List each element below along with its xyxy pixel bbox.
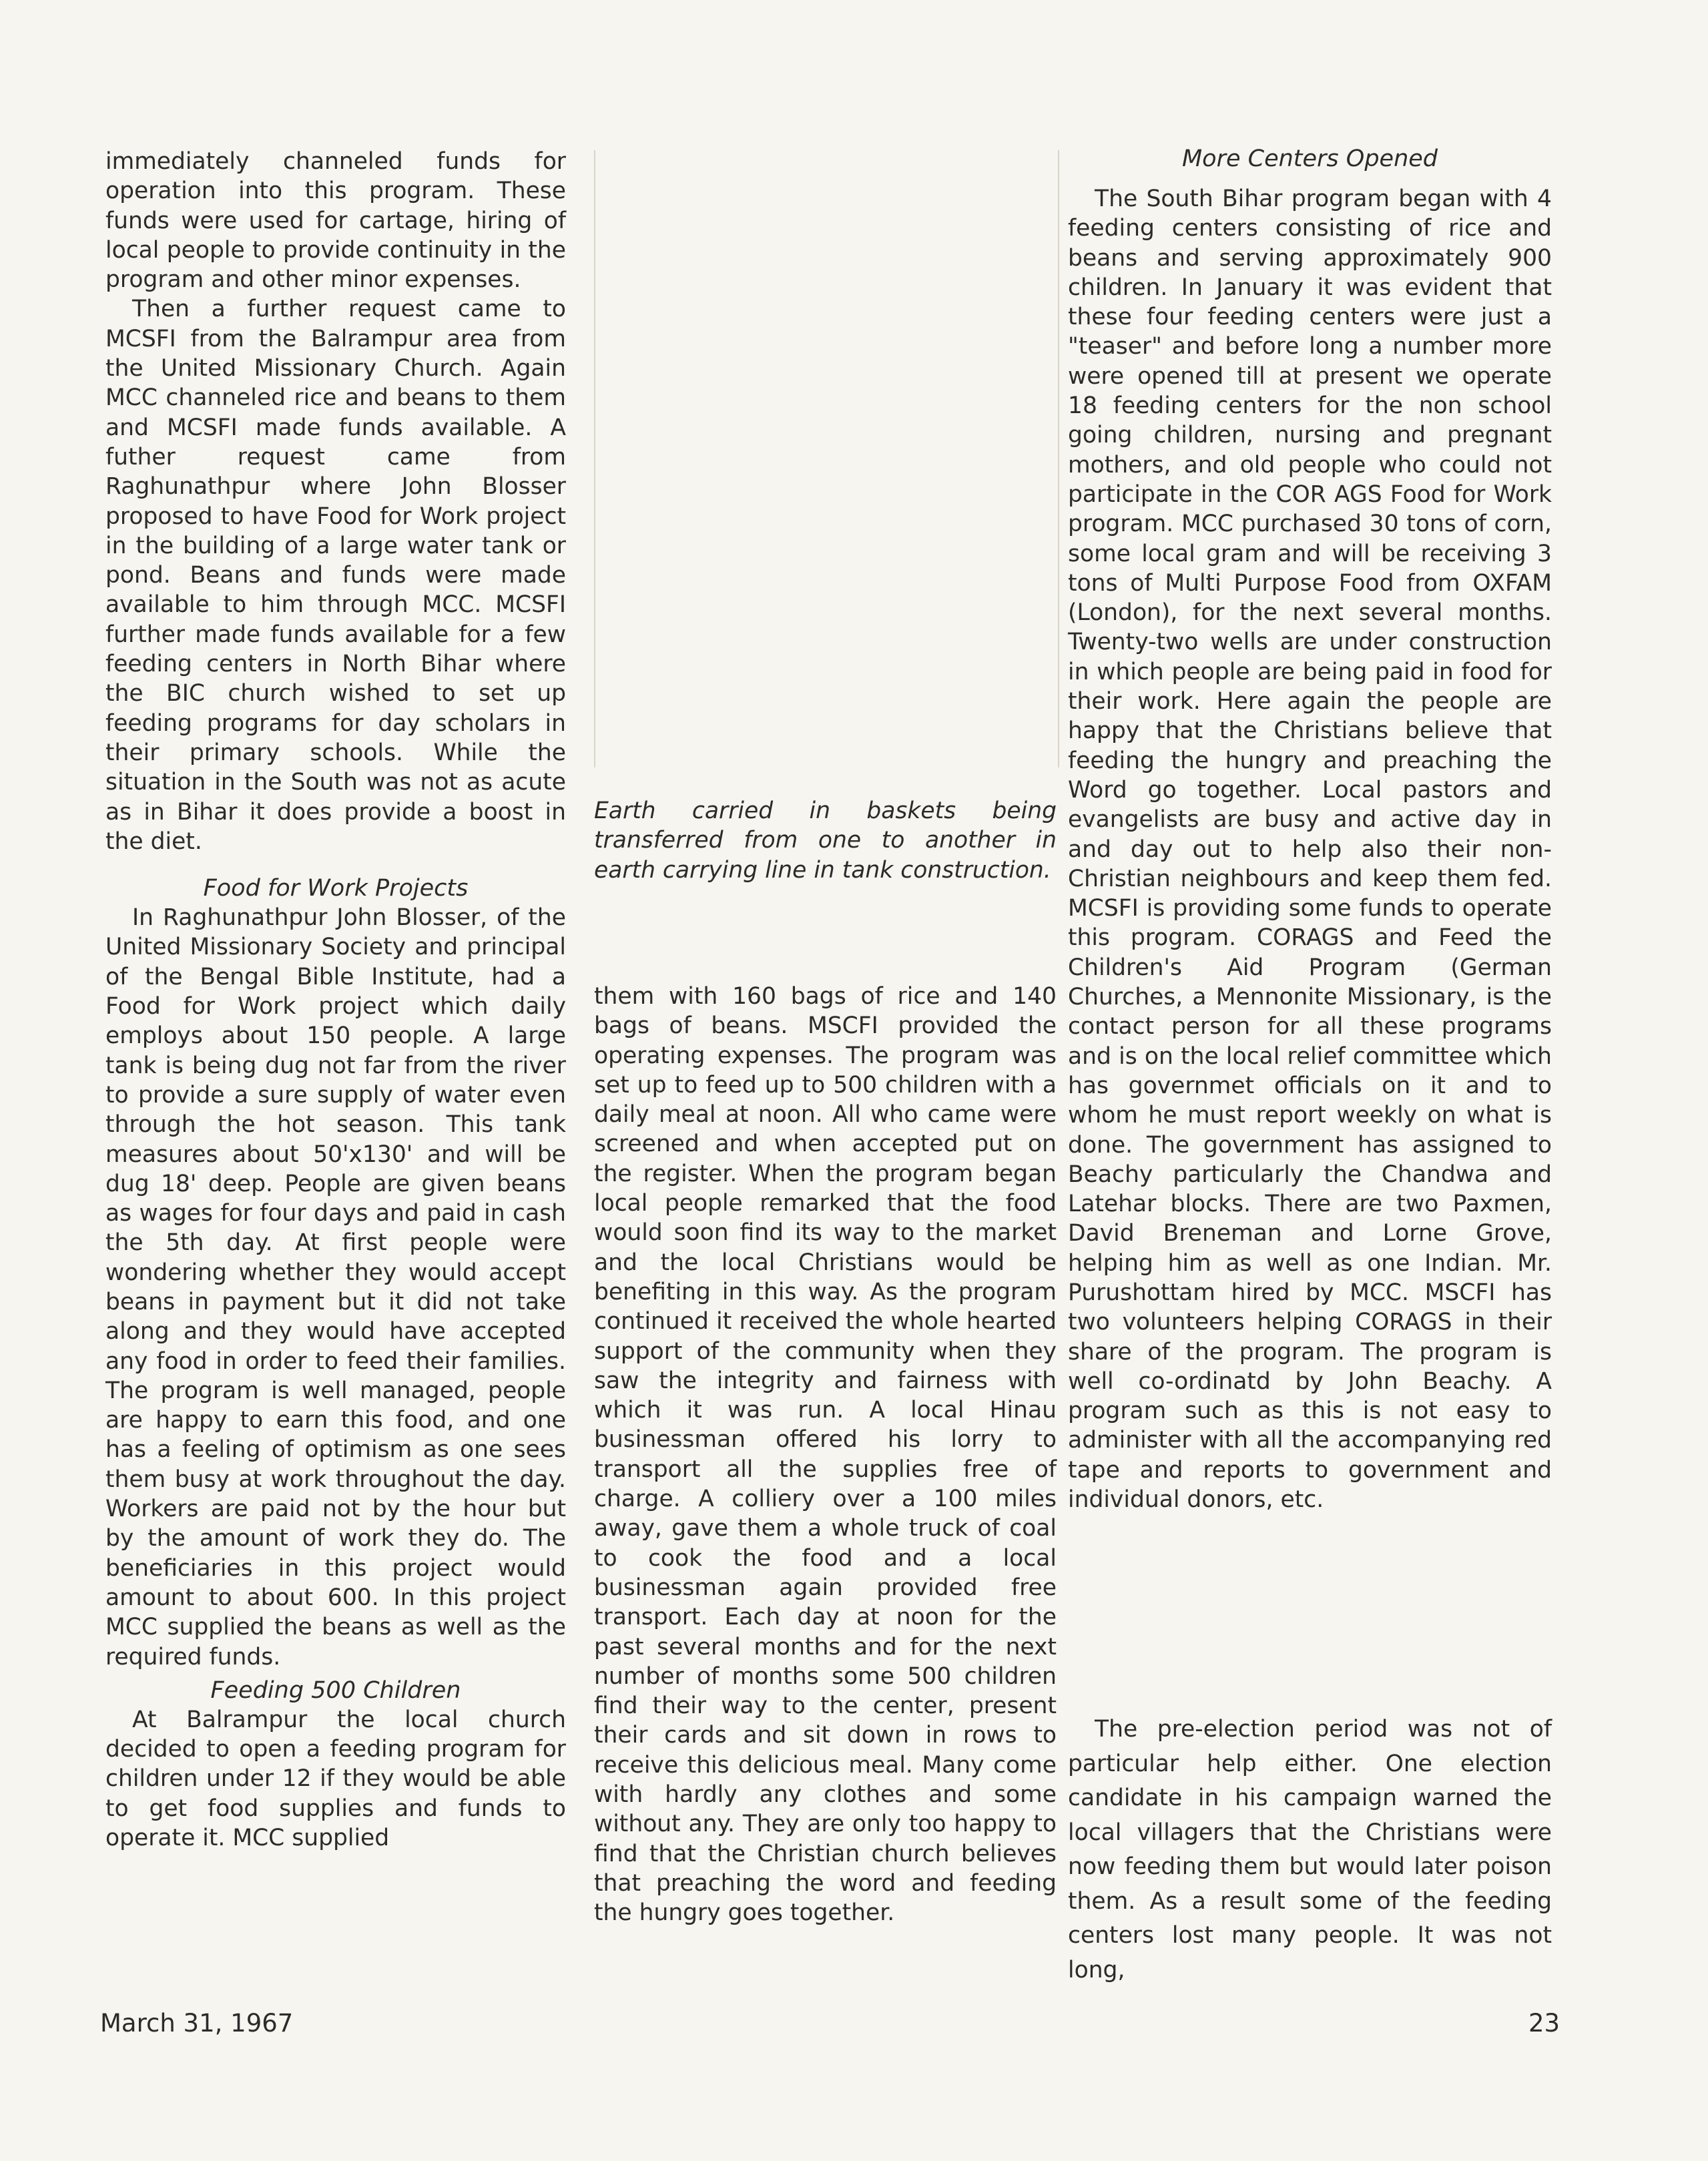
article-column-right-continued xyxy=(1068,1713,1552,1987)
paragraph: immediately channeled funds for operation into this program. These funds were used for cartage, hiring of local people to provide continuity in the program and other minor expenses. xyxy=(105,148,566,294)
issue-date: March 31, 1967 xyxy=(100,2009,294,2038)
paragraph: them with 160 bags of rice and 140 bags of beans. MSCFI provided the operating expenses. The program was set up to feed up to 500 children with a daily meal at noon. All who came were screened and when accepted put on the register. When the program began local people remarked that the food would soon find its way to the market and the local Christians would be benefiting in this way. As the program continued it received the whole hearted support of the community when they saw the integrity and fairness with which it was run. A local Hinau businessman offered his lorry to transport all the supplies free of charge. A colliery over a 100 miles away, gave them a whole truck of coal to cook the food and a local businessman again provided free transport. Each day at noon for the past several months and for the next number of months some 500 children find their way to the center, present their cards and sit down in rows to receive this delicious meal. Many come with hardly any clothes and some without any. They are only too happy to find that the Christian church believes that preaching the word and feeding the hungry goes together. xyxy=(594,983,1057,1927)
paragraph: At Balrampur the local church decided to open a feeding program for children under 12 if they would be able to get food supplies and funds to operate it. MCC supplied xyxy=(105,1706,566,1852)
article-column-right xyxy=(1068,144,1552,1514)
paragraph: The pre-election period was not of particular help either. One election candidate in his campaign warned the local villagers that the Christians were now feeding them but would later poison them. As a result some of the feeding centers lost many people. It was not long, xyxy=(1068,1716,1552,1983)
section-heading-feeding-children: Feeding 500 Children xyxy=(210,1676,461,1704)
paragraph: Then a further request came to MCSFI from the Balrampur area from the United Missionary Church. Again MCC channeled rice and beans to them and MCSFI made funds available. A futher request came from Raghunathpur where John Blosser proposed to have Food for Work project in the building of a large water tank or pond. Beans and funds were made available to him through MCC. MCSFI further made funds available for a few feeding centers in North Bihar where the BIC church wished to set up feeding programs for day scholars in their primary schools. While the situation in the South was not as acute as in Bihar it does provide a boost in the diet. xyxy=(105,296,566,855)
paragraph: In Raghunathpur John Blosser, of the United Missionary Society and principal of the Bengal Bible Institute, had a Food for Work project which daily employs about 150 people. A large tank is being dug not far from the river to provide a sure supply of water even through the hot season. This tank measures about 50'x130' and will be dug 18' deep. People are given beans as wages for four days and paid in cash the 5th day. At first people were wondering whether they would accept beans in payment but it did not take along and they would have accepted any food in order to feed their families. The program is well managed, people are happy to earn this food, and one has a feeling of optimism as one sees them busy at work throughout the day. Workers are paid not by the hour but by the amount of work they do. The beneficiaries in this project would amount to about 600. In this project MCC supplied the beans as well as the required funds. xyxy=(105,904,566,1670)
article-column-middle xyxy=(594,982,1057,1928)
section-heading-food-for-work: Food for Work Projects xyxy=(203,875,469,902)
article-column-left xyxy=(105,147,566,1853)
page-number: 23 xyxy=(1528,2009,1560,2038)
paragraph: The South Bihar program began with 4 feeding centers consisting of rice and beans and serving approximately 900 children. In January it was evident that these four feeding centers were just a "teaser" and before long a number more were opened till at present we operate 18 feeding centers for the non school going children, nursing and pregnant mothers, and old people who could not participate in the COR AGS Food for Work program. MCC purchased 30 tons of corn, some local gram and will be receiving 3 tons of Multi Purpose Food from OXFAM (London), for the next several months. Twenty-two wells are under construction in which people are being paid in food for their work. Here again the people are happy that the Christians believe that feeding the hungry and preaching the Word go together. Local pastors and evangelists are busy and active day in and day out to help also their non-Christian neighbours and keep them fed. MCSFI is providing some funds to operate this program. CORAGS and Feed the Children's Aid Program (German Churches, a Mennonite Missionary, is the contact person for all these programs and is on the local relief committee which has governmet officials on it and to whom he must report weekly on what is done. The government has assigned to Beachy particularly the Chandwa and Latehar blocks. There are two Paxmen, David Breneman and Lorne Grove, helping him as well as one Indian. Mr. Purushottam hired by MCC. MSCFI has two volunteers helping CORAGS in their share of the program. The program is well co-ordinatd by John Beachy. A program such as this is not easy to administer with all the accompanying red tape and reports to government and individual donors, etc. xyxy=(1068,186,1552,1514)
photo-caption: Earth carried in baskets being transferred from one to another in earth carrying line in tank construction. xyxy=(594,798,1057,884)
section-heading-more-centers: More Centers Opened xyxy=(1181,145,1438,172)
photo-placeholder xyxy=(594,150,1059,767)
